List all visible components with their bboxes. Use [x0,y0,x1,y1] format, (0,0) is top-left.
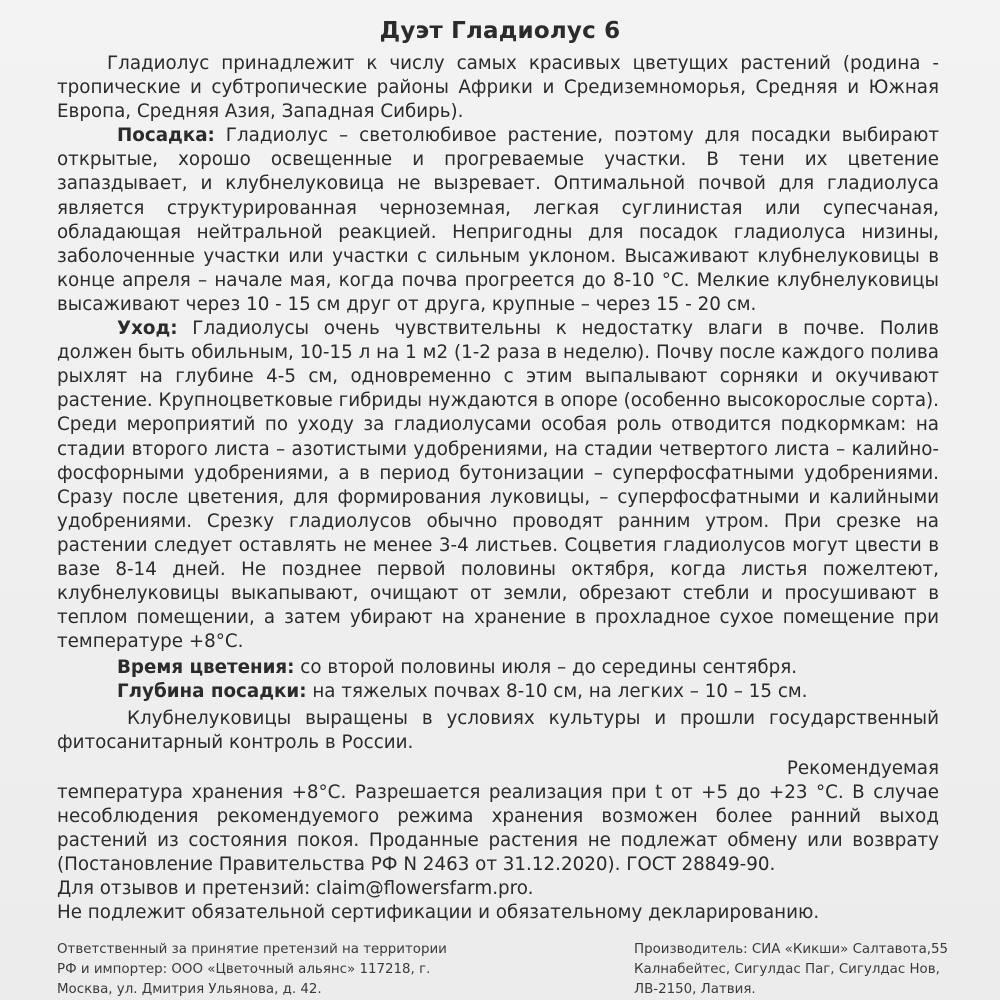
care-text: Гладиолусы очень чувствительны к недостатку влаги в почве. Полив должен быть обильным, 10-15 л на 1 м2 (1-2 раза в неделю). Почву после каждого полива рыхлят на глубине 4-5 см, одновременно с этим выпалывают сорняки и окучивают растение. Крупноцветковые гибриды нуждаются в опоре (особенно высокорослые сорта). Среди мероприятий по уходу за гладиолусами особая роль отводится подкормкам: на стадии второго листа – азотистыми удобрениями, на стадии четвертого листа – калийно-фосфорными удобрениями, а в период бутонизации – суперфосфатными удобрениями. Сразу после цветения, для формирования луковицы, – суперфосфатными и калийными удобрениями. Срезку гладиолусов обычно проводят ранним утром. При срезке на растении следует оставлять не менее 3-4 листьев. Соцветия гладиолусов могут цвести в вазе 8-14 дней. Не позднее первой половины октября, когда листья пожелтеют, клубнелуковицы выкапывают, очищают от земли, обрезают стебли и просушивают в теплом помещении, а затем убирают на хранение в прохладное сухое помещение при температуре +8°С. [57,318,939,653]
bloom-paragraph [57,656,939,680]
description-body [57,52,939,925]
depth-heading: Глубина посадки: [117,681,307,703]
storage-lead-word: Рекомендуемая [786,757,939,779]
manufacturer-info: Производитель: СИА «Кикши» Салтавота,55 Калнабейтес, Сигулдас Паг, Сигулдас Нов, ЛВ-2150, Латвия. [634,942,949,997]
phyto-paragraph: Клубнелуковицы выращены в условиях культуры и прошли государственный фитосанитарный контроль в России. [57,707,939,753]
care-paragraph [57,317,939,654]
depth-paragraph [57,680,939,704]
planting-text: Гладиолус – светолюбивое растение, поэтому для посадки выбирают открытые, хорошо освещенные и прогреваемые участки. В тени их цветение запаздывает, и клубнелуковица не вызревает. Оптимальной почвой для гладиолуса является структурированная черноземная, легкая суглинистая или супесчаная, обладающая нейтральной реакцией. Непригодны для посадок гладиолуса низины, заболоченные участки или участки с сильным уклоном. Высаживают клубнелуковицы в конце апреля – начале мая, когда почва прогреется до 8-10 °С. Мелкие клубнелуковицы высаживают через 10 - 15 см друг от друга, крупные – через 15 - 20 см. [57,125,939,315]
certification-line: Не подлежит обязательной сертификации и обязательному декларированию. [57,902,820,924]
bloom-heading: Время цветения: [117,657,295,679]
depth-text: на тяжелых почвах 8-10 см, на легких – 10 – 15 см. [306,681,808,703]
care-heading: Уход: [117,318,178,340]
feedback-line: Для отзывов и претензий: claim@flowersfarm.pro. [57,878,534,900]
importer-info: Ответственный за принятие претензий на территории РФ и импортер: ООО «Цветочный альянс» 117218, г. Москва, ул. Дмитрия Ульянова, д. 42. [57,942,447,997]
bloom-text: со второй половины июля – до середины сентября. [294,657,798,679]
page-title: Дуэт Гладиолус 6 [379,18,621,44]
planting-heading: Посадка: [117,125,215,147]
intro-paragraph: Гладиолус принадлежит к числу самых красивых цветущих растений (родина - тропические и субтропические районы Африки и Средиземноморья, Средняя и Южная Европа, Средняя Азия, Западная Сибирь). [57,53,939,123]
planting-paragraph [57,124,939,317]
storage-paragraph: температура хранения +8°С. Разрешается реализация при t от +5 до +23 °С. В случае несоблюдения рекомендуемого режима хранения возможен более ранний выход растений из состояния покоя. Проданные растения не подлежат обмену или возврату (Постановление Правительства РФ N 2463 от 31.12.2020). ГОСТ 28849-90. [57,781,939,876]
